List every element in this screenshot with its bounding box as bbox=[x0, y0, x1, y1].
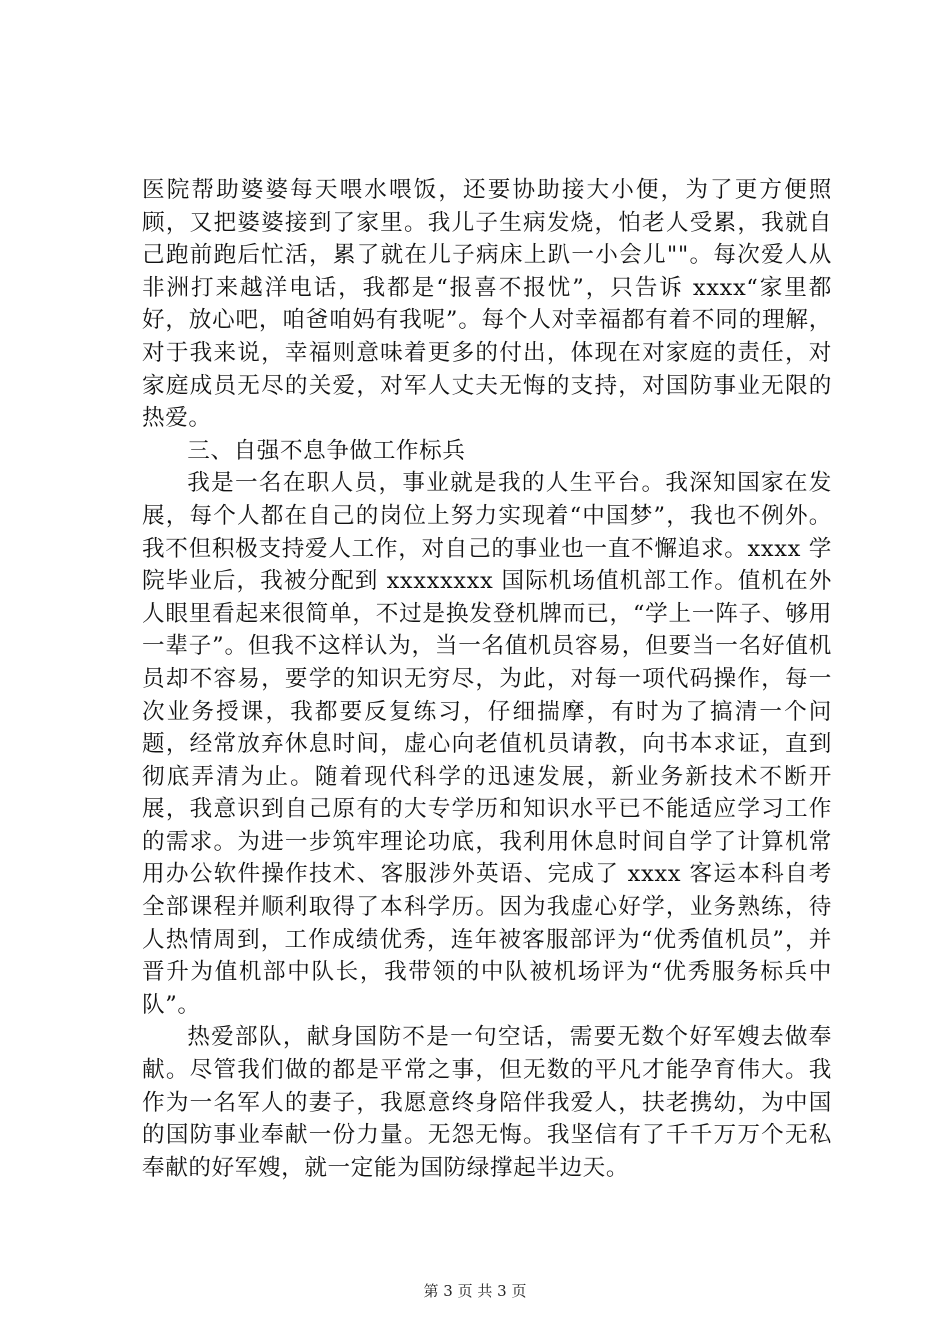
paragraph-conclusion: 热爱部队，献身国防不是一句空话，需要无数个好军嫂去做奉献。尽管我们做的都是平常之事，但无数的平凡才能孕育伟大。我作为一名军人的妻子，我愿意终身陪伴我爱人，扶老携幼，为中国的国防事业奉献一份力量。无怨无悔。我坚信有了千千万万个无私奉献的好军嫂，就一定能为国防绿撑起半边天。 bbox=[142, 1024, 832, 1181]
paragraph-work-achievements: 我是一名在职人员，事业就是我的人生平台。我深知国家在发展，每个人都在自己的岗位上努力实现着“中国梦”，我也不例外。我不但积极支持爱人工作，对自己的事业也一直不懈追求。xxxx 学院毕业后，我被分配到 xxxxxxxx 国际机场值机部工作。值机在外人眼里看起来很简单，不过是换发登机牌而已，“学上一阵子、够用一辈子”。但我不这样认为，当一名值机员容易，但要当一名好值机员却不容易，要学的知识无穷尽，为此，对每一项代码操作，每一次业务授课，我都要反复练习，仔细揣摩，有时为了搞清一个问题，经常放弃休息时间，虚心向老值机员请教，向书本求证，直到彻底弄清为止。随着现代科学的迅速发展，新业务新技术不断开展，我意识到自己原有的大专学历和知识水平已不能适应学习工作的需求。为进一步筑牢理论功底，我利用休息时间自学了计算机常用办公软件操作技术、客服涉外英语、完成了 xxxx 客运本科自考全部课程并顺利取得了本科学历。因为我虚心好学，业务熟练，待人热情周到，工作成绩优秀，连年被客服部评为“优秀值机员”，并晋升为值机部中队长，我带领的中队被机场评为“优秀服务标兵中队”。 bbox=[142, 470, 832, 1018]
paragraph-family-care: 医院帮助婆婆每天喂水喂饭，还要协助接大小便，为了更方便照顾，又把婆婆接到了家里。我儿子生病发烧，怕老人受累，我就自己跑前跑后忙活，累了就在儿子病床上趴一小会儿""。每次爱人从非洲打来越洋电话，我都是“报喜不报忧”，只告诉 xxxx“家里都好，放心吧，咱爸咱妈有我呢”。每个人对幸福都有着不同的理解，对于我来说，幸福则意味着更多的付出，体现在对家庭的责任，对家庭成员无尽的关爱，对军人丈夫无悔的支持，对国防事业无限的热爱。 bbox=[142, 177, 832, 432]
page-footer: 第 3 页 共 3 页 bbox=[423, 1282, 527, 1300]
document-body bbox=[142, 174, 832, 1184]
section-heading: 三、自强不息争做工作标兵 bbox=[187, 437, 466, 464]
